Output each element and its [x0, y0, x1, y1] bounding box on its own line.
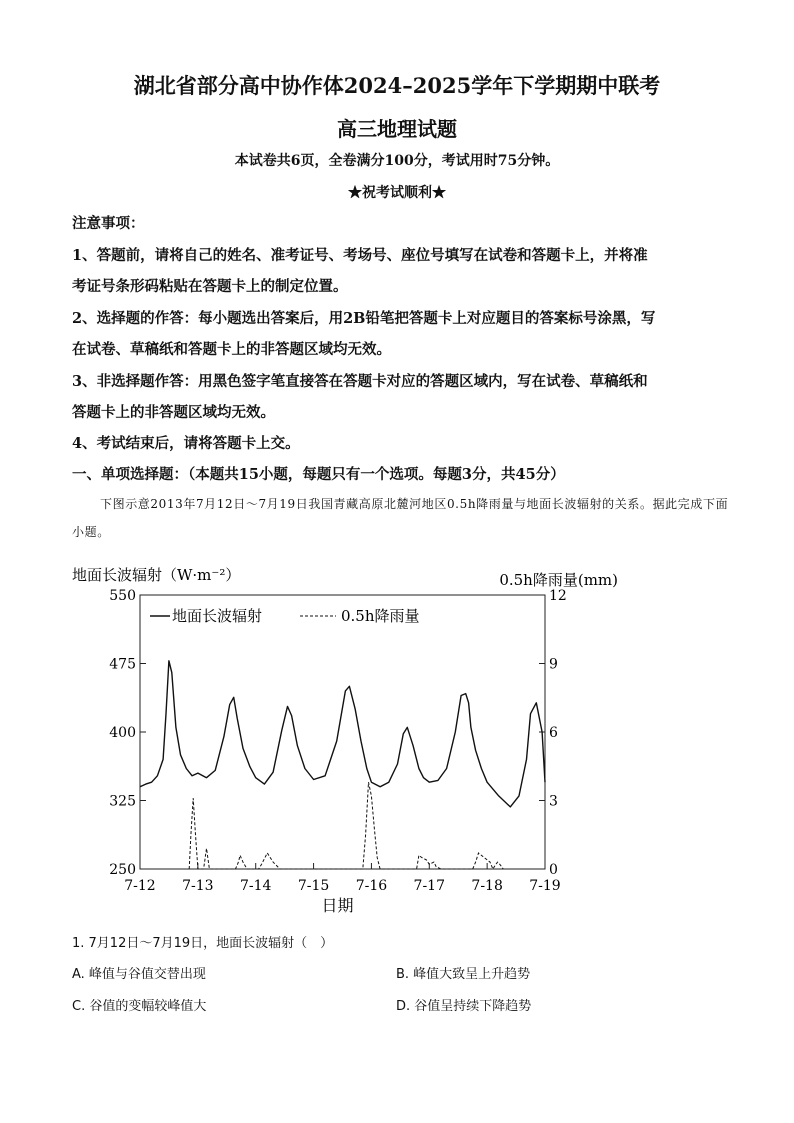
x-tick-label: 7-15 — [297, 878, 330, 894]
y-right-tick-label: 12 — [549, 588, 567, 604]
x-axis-title: 日期 — [321, 896, 354, 915]
option-c[interactable]: C. 谷值的变幅较峰值大 — [72, 999, 207, 1014]
legend-label-longwave: 地面长波辐射 — [172, 607, 263, 625]
y-right-tick-label: 0 — [549, 862, 558, 878]
y-right-tick-label: 9 — [549, 656, 558, 673]
question-stem: 1. 7月12日～7月19日，地面长波辐射（ ） — [72, 936, 334, 951]
y-left-tick-label: 475 — [109, 656, 136, 673]
exam-wish: ★祝考试顺利★ — [348, 185, 446, 201]
note-line: 在试卷、草稿纸和答题卡上的非答题区域均无效。 — [72, 341, 391, 358]
exam-info: 本试卷共6页，全卷满分100分，考试用时75分钟。 — [234, 153, 560, 169]
note-line: 2、选择题的作答：每小题选出答案后，用2B铅笔把答题卡上对应题目的答案标号涂黑，写 — [72, 310, 656, 327]
y-right-tick-label: 3 — [549, 793, 558, 810]
option-d[interactable]: D. 谷值呈持续下降趋势 — [396, 999, 532, 1014]
y-right-tick-label: 6 — [549, 725, 558, 741]
series-longwave-radiation-line — [140, 661, 545, 807]
option-a[interactable]: A. 峰值与谷值交替出现 — [72, 967, 206, 982]
y-left-tick-label: 400 — [109, 725, 136, 741]
note-line: 4、考试结束后，请将答题卡上交。 — [72, 435, 300, 452]
x-tick-label: 7-18 — [471, 878, 503, 894]
chart — [0, 560, 794, 920]
y-left-tick-label: 325 — [109, 793, 136, 810]
note-line: 考证号条形码粘贴在答题卡上的制定位置。 — [72, 278, 348, 295]
legend-label-rainfall: 0.5h降雨量 — [341, 607, 420, 625]
x-tick-label: 7-17 — [413, 878, 446, 894]
option-b[interactable]: B. 峰值大致呈上升趋势 — [396, 967, 531, 982]
exam-subtitle: 高三地理试题 — [337, 117, 457, 141]
y-left-tick-label: 250 — [109, 862, 136, 878]
notes-heading: 注意事项： — [72, 215, 145, 232]
x-tick-label: 7-13 — [182, 878, 214, 894]
y-left-tick-label: 550 — [109, 588, 136, 604]
section-title: 一、单项选择题：（本题共15小题，每题只有一个选项。每题3分，共45分） — [72, 466, 565, 483]
question-intro: 下图示意2013年7月12日～7月19日我国青藏高原北麓河地区0.5h降雨量与地面长波辐射的关系。据此完成下面小题。 — [72, 497, 729, 539]
x-tick-label: 7-16 — [355, 878, 388, 894]
x-tick-label: 7-19 — [529, 878, 561, 894]
series-rainfall-line — [189, 782, 503, 869]
note-line: 3、非选择题作答：用黑色签字笔直接答在答题卡对应的答题区域内，写在试卷、草稿纸和 — [72, 373, 648, 390]
plot-frame — [140, 595, 545, 869]
x-tick-label: 7-12 — [124, 878, 156, 894]
note-line: 1、答题前，请将自己的姓名、准考证号、考场号、座位号填写在试卷和答题卡上，并将准 — [72, 247, 648, 264]
left-axis-title: 地面长波辐射（W·m⁻²） — [72, 566, 241, 584]
right-axis-title: 0.5h降雨量(mm) — [499, 571, 618, 589]
exam-title: 湖北省部分高中协作体2024–2025学年下学期期中联考 — [133, 73, 661, 98]
x-tick-label: 7-14 — [239, 878, 272, 894]
note-line: 答题卡上的非答题区域均无效。 — [72, 404, 275, 421]
